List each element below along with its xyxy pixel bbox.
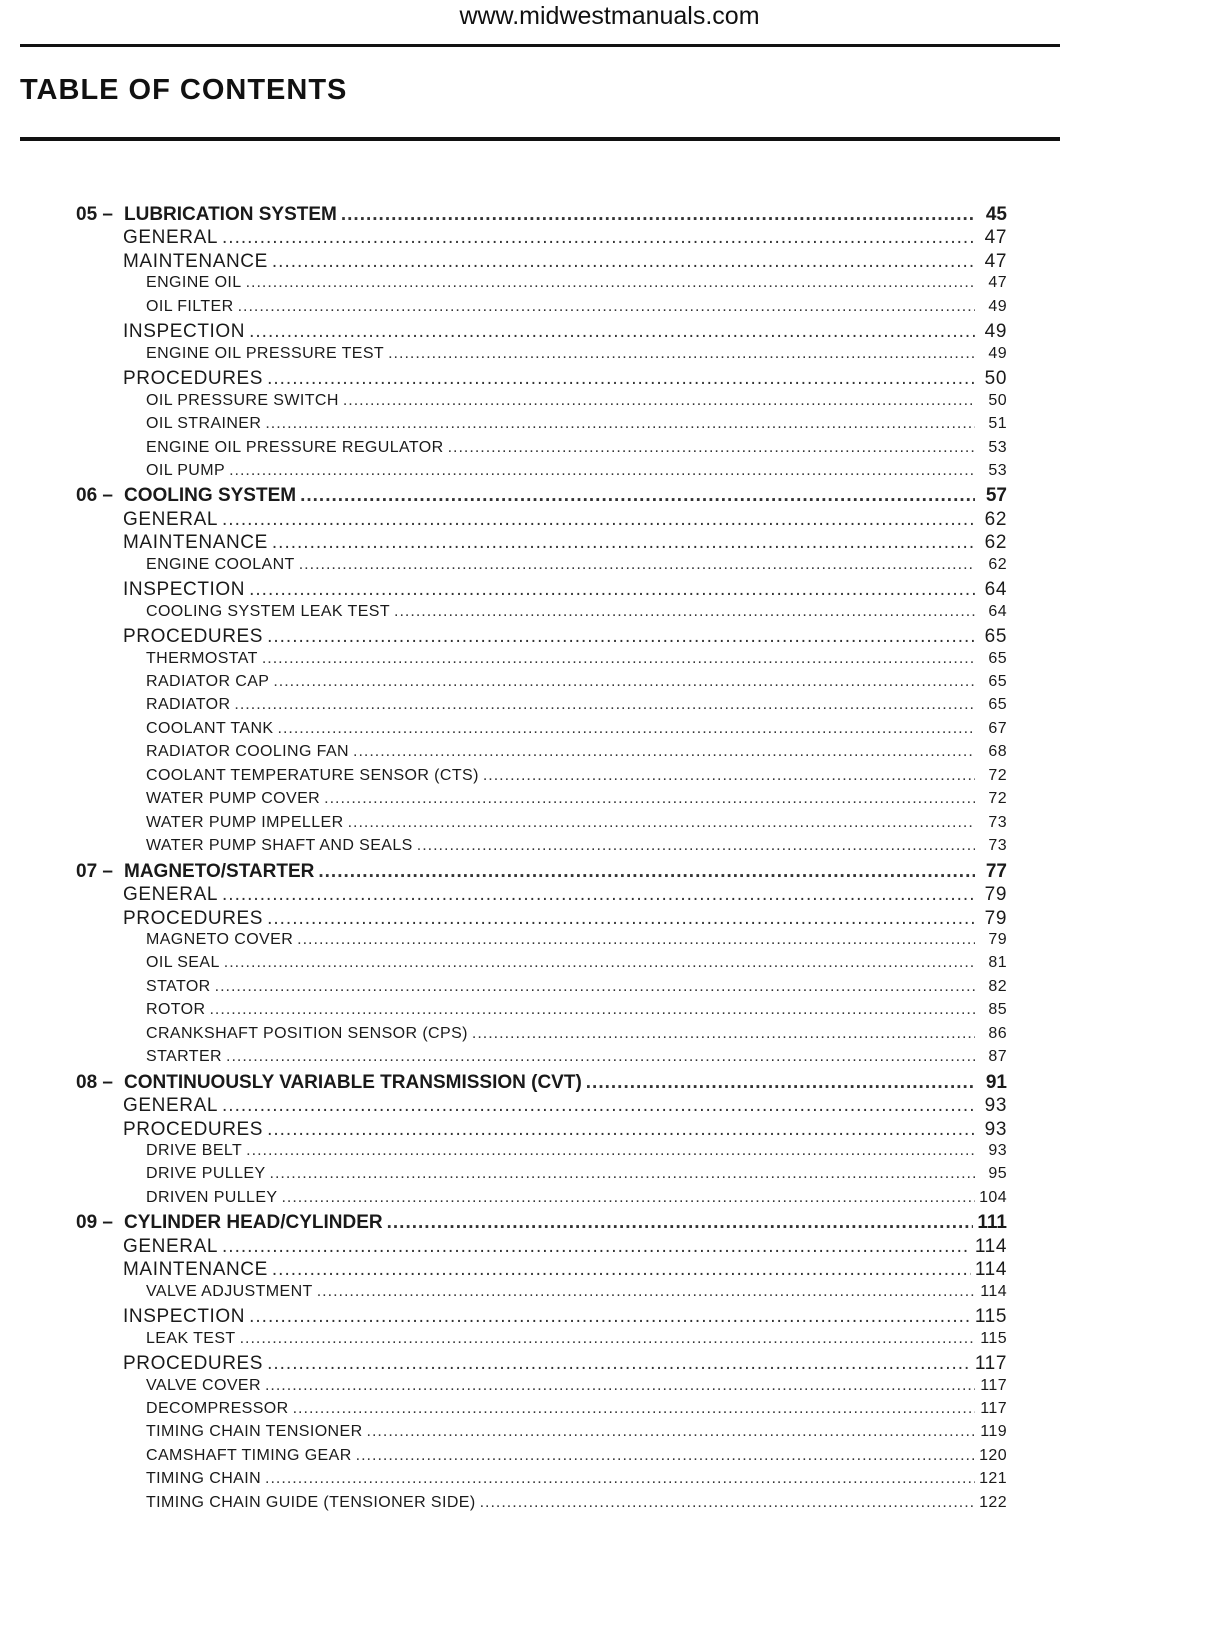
dot-leader — [265, 1377, 975, 1395]
dot-leader — [367, 1423, 975, 1441]
toc-entry-text: DRIVE PULLEY — [146, 1165, 266, 1183]
toc-entry-text: MAINTENANCE — [123, 532, 268, 554]
toc-entry-text: WATER PUMP SHAFT AND SEALS — [146, 837, 413, 855]
toc-subsection[interactable] — [146, 673, 1007, 691]
toc-subsection[interactable] — [146, 696, 1007, 714]
toc-entry-label — [123, 368, 263, 390]
dot-leader — [234, 696, 975, 714]
page-number: 111 — [977, 1212, 1007, 1234]
page-number: 73 — [988, 837, 1007, 855]
toc-entry-label — [146, 1025, 468, 1043]
chapter-number: 06 – — [76, 485, 113, 507]
page-number: 117 — [980, 1376, 1007, 1394]
toc-entry-text: GENERAL — [123, 227, 219, 249]
toc-entry-text: MAGNETO/STARTER — [124, 860, 315, 882]
dot-leader — [222, 227, 975, 249]
toc-entry-text: RADIATOR — [146, 696, 231, 714]
toc-entry-text: ENGINE OIL PRESSURE TEST — [146, 344, 385, 362]
dot-leader — [222, 1095, 975, 1117]
toc-entry-text: WATER PUMP IMPELLER — [146, 813, 344, 831]
page-number: 93 — [988, 1142, 1007, 1159]
page-title: TABLE OF CONTENTS — [20, 74, 348, 106]
toc-entry-text: PROCEDURES — [123, 1353, 264, 1375]
toc-entry-label — [146, 673, 269, 691]
dot-leader — [222, 1236, 971, 1258]
toc-entry-text: ENGINE OIL PRESSURE REGULATOR — [146, 438, 444, 456]
toc-entry-text: CYLINDER HEAD/CYLINDER — [124, 1212, 383, 1234]
toc-subsection[interactable] — [146, 1189, 1007, 1207]
toc-entry-text: OIL FILTER — [146, 297, 234, 315]
dot-leader — [267, 1353, 971, 1375]
toc-entry-label — [146, 790, 320, 808]
toc-entry-label — [146, 814, 344, 832]
dot-leader — [273, 673, 975, 691]
dot-leader — [267, 368, 975, 390]
toc-entry-label — [146, 650, 258, 668]
dot-leader — [272, 532, 975, 554]
page-number: 81 — [988, 954, 1007, 972]
toc-entry-text: DRIVEN PULLEY — [146, 1188, 278, 1206]
page-number: 45 — [985, 204, 1007, 225]
dot-leader — [586, 1072, 975, 1094]
toc-entry-text: CRANKSHAFT POSITION SENSOR (CPS) — [146, 1024, 468, 1042]
toc-entry-label — [146, 392, 339, 410]
dot-leader — [353, 743, 975, 761]
toc-entry-text: GENERAL — [123, 884, 219, 906]
toc-entry-text: PROCEDURES — [123, 626, 264, 648]
dot-leader — [272, 1259, 971, 1281]
toc-subsection[interactable] — [146, 1377, 1007, 1395]
toc-entry-label — [146, 837, 413, 855]
site-url: www.midwestmanuals.com — [459, 2, 760, 30]
toc-entry-label — [123, 509, 218, 531]
toc-entry-label — [123, 1236, 218, 1258]
toc-subsection[interactable] — [146, 439, 1007, 457]
page-number: 117 — [980, 1399, 1007, 1417]
toc-entry-label — [146, 1423, 363, 1441]
dot-leader — [265, 1470, 975, 1488]
toc-entry-label — [123, 626, 263, 648]
toc-entry-text: WATER PUMP COVER — [146, 790, 321, 808]
toc-entry-label — [146, 1447, 352, 1465]
dot-leader — [448, 439, 975, 457]
toc-subsection[interactable] — [146, 1447, 1007, 1465]
dot-leader — [317, 1283, 975, 1301]
toc-entry-label — [123, 1259, 268, 1281]
toc-entry-label — [146, 1189, 277, 1207]
toc-entry-label — [146, 931, 293, 949]
toc-entry-label — [123, 1306, 245, 1328]
dot-leader — [209, 1001, 975, 1019]
toc-entry-text: COOLANT TEMPERATURE SENSOR (CTS) — [146, 766, 479, 784]
page-number: 64 — [984, 579, 1007, 601]
toc-entry-text: MAINTENANCE — [123, 250, 268, 272]
page-number: 85 — [988, 1001, 1007, 1019]
page-number: 114 — [974, 1235, 1007, 1257]
toc-entry-label — [123, 579, 245, 601]
toc-entry-label — [123, 1095, 218, 1117]
toc-subsection[interactable] — [146, 1165, 1007, 1183]
dot-leader — [215, 978, 975, 996]
toc-entry-text: OIL SEAL — [146, 954, 220, 972]
toc-subsection[interactable] — [146, 790, 1007, 808]
toc-entry-label — [146, 1494, 476, 1512]
toc-entry-text: TIMING CHAIN TENSIONER — [146, 1423, 363, 1441]
toc-chapter[interactable] — [76, 861, 1007, 883]
page-number: 62 — [984, 508, 1007, 530]
toc-entry-text: ENGINE COOLANT — [146, 555, 295, 573]
top-divider — [20, 44, 1060, 47]
toc-section[interactable] — [123, 884, 1007, 906]
toc-subsection[interactable] — [146, 1330, 1007, 1348]
toc-entry-text: RADIATOR CAP — [146, 673, 270, 690]
toc-section[interactable] — [123, 1236, 1007, 1258]
dot-leader — [281, 1189, 975, 1207]
toc-subsection[interactable] — [146, 1048, 1007, 1066]
toc-entry-text: INSPECTION — [123, 579, 246, 601]
dot-leader — [249, 579, 975, 601]
toc-subsection[interactable] — [146, 650, 1007, 668]
toc-section[interactable] — [123, 251, 1007, 273]
page-number: 122 — [979, 1493, 1007, 1511]
toc-entry-text: LUBRICATION SYSTEM — [124, 204, 337, 225]
dot-leader — [249, 321, 975, 343]
dot-leader — [265, 415, 975, 433]
toc-entry-text: PROCEDURES — [123, 907, 264, 929]
dot-leader — [224, 954, 975, 972]
toc-subsection[interactable] — [146, 392, 1007, 410]
toc-section[interactable] — [123, 1095, 1007, 1117]
toc-entry-label — [146, 1377, 261, 1395]
chapter-number: 08 – — [76, 1071, 113, 1093]
toc-section[interactable] — [123, 1353, 1007, 1375]
page-number: 65 — [988, 696, 1007, 714]
toc-entry-label — [76, 204, 337, 226]
toc-entry-text: ROTOR — [146, 1001, 206, 1019]
toc-section[interactable] — [123, 908, 1007, 930]
toc-entry-text: RADIATOR COOLING FAN — [146, 743, 349, 761]
dot-leader — [417, 837, 975, 855]
toc-entry-label — [146, 1470, 261, 1488]
page-number: 53 — [988, 438, 1007, 456]
toc-subsection[interactable] — [146, 1470, 1007, 1488]
toc-entry-label — [146, 696, 230, 714]
toc-entry-label — [146, 978, 211, 996]
page-number: 50 — [984, 368, 1007, 390]
toc-subsection[interactable] — [146, 1142, 1007, 1160]
toc-entry-label — [76, 1212, 383, 1234]
page-number: 82 — [988, 977, 1007, 995]
dot-leader — [267, 626, 975, 648]
page-number: 49 — [988, 344, 1007, 362]
toc-entry-label — [146, 1142, 242, 1160]
toc-subsection[interactable] — [146, 837, 1007, 855]
page-number: 117 — [974, 1353, 1007, 1375]
toc-subsection[interactable] — [146, 931, 1007, 949]
dot-leader — [238, 298, 975, 316]
toc-entry-label — [123, 908, 263, 930]
toc-entry-text: CONTINUOUSLY VARIABLE TRANSMISSION (CVT) — [124, 1071, 582, 1093]
page-number: 67 — [988, 719, 1007, 737]
dot-leader — [343, 392, 975, 410]
dot-leader — [483, 767, 975, 785]
dot-leader — [324, 790, 975, 808]
page-number: 115 — [974, 1306, 1007, 1328]
dot-leader — [267, 908, 975, 930]
toc-entry-text: COOLING SYSTEM — [124, 485, 297, 507]
page-number: 50 — [988, 391, 1007, 409]
toc-entry-label — [123, 227, 218, 249]
toc-chapter[interactable] — [76, 485, 1007, 507]
toc-subsection[interactable] — [146, 1283, 1007, 1301]
toc-entry-text: ENGINE OIL — [146, 274, 242, 292]
page-number: 120 — [979, 1446, 1007, 1464]
toc-entry-text: INSPECTION — [123, 1306, 246, 1328]
toc-subsection[interactable] — [146, 603, 1007, 621]
toc-entry-text: STARTER — [146, 1048, 222, 1066]
toc-entry-label — [146, 1001, 205, 1019]
dot-leader — [297, 931, 975, 949]
toc-entry-label — [146, 720, 274, 738]
toc-entry-text: PROCEDURES — [123, 1118, 264, 1140]
toc-section[interactable] — [123, 1119, 1007, 1141]
toc-entry-label — [123, 532, 268, 554]
toc-subsection[interactable] — [146, 1400, 1007, 1418]
page-number: 64 — [988, 602, 1007, 620]
dot-leader — [270, 1165, 975, 1183]
toc-entry-text: CAMSHAFT TIMING GEAR — [146, 1446, 352, 1464]
toc-entry-text: VALVE ADJUSTMENT — [146, 1282, 313, 1300]
dot-leader — [246, 1142, 975, 1160]
dot-leader — [226, 1048, 975, 1066]
page-number: 65 — [988, 673, 1007, 690]
dot-leader — [249, 1306, 971, 1328]
toc-section[interactable] — [123, 227, 1007, 249]
toc-entry-text: LEAK TEST — [146, 1329, 236, 1347]
toc-entry-label — [146, 274, 242, 292]
toc-subsection[interactable] — [146, 345, 1007, 363]
toc-entry-label — [146, 462, 225, 480]
page-number: 62 — [984, 532, 1007, 554]
toc-entry-text: DECOMPRESSOR — [146, 1399, 289, 1417]
dot-leader — [246, 274, 975, 292]
dot-leader — [356, 1447, 975, 1465]
dot-leader — [222, 884, 975, 906]
toc-entry-text: INSPECTION — [123, 321, 246, 343]
toc-entry-text: STATOR — [146, 977, 211, 995]
page-number: 93 — [984, 1118, 1007, 1140]
toc-entry-text: COOLANT TANK — [146, 719, 274, 737]
page-number: 121 — [979, 1470, 1007, 1488]
toc-entry-label — [76, 1072, 582, 1094]
toc-entry-text: OIL PUMP — [146, 461, 226, 479]
toc-entry-text: GENERAL — [123, 508, 219, 530]
title-divider — [20, 137, 1060, 141]
dot-leader — [341, 204, 975, 226]
page-number: 65 — [984, 626, 1007, 648]
toc-subsection[interactable] — [146, 954, 1007, 972]
dot-leader — [293, 1400, 975, 1418]
toc-entry-label — [146, 767, 479, 785]
page-number: 93 — [984, 1095, 1007, 1117]
dot-leader — [262, 650, 975, 668]
toc-section[interactable] — [123, 368, 1007, 390]
page-number: 87 — [988, 1048, 1007, 1066]
dot-leader — [229, 462, 975, 480]
toc-entry-label — [123, 884, 218, 906]
toc-section[interactable] — [123, 532, 1007, 554]
chapter-number: 07 – — [76, 860, 113, 882]
page-number: 79 — [984, 884, 1007, 906]
page-number: 53 — [988, 461, 1007, 479]
toc-entry-text: OIL STRAINER — [146, 415, 262, 433]
chapter-number: 05 – — [76, 204, 113, 225]
toc-entry-text: GENERAL — [123, 1095, 219, 1117]
dot-leader — [472, 1025, 975, 1043]
toc-subsection[interactable] — [146, 743, 1007, 761]
toc-entry-text: COOLING SYSTEM LEAK TEST — [146, 602, 391, 620]
toc-chapter[interactable] — [76, 1212, 1007, 1234]
toc-section[interactable] — [123, 626, 1007, 648]
page-number: 86 — [988, 1024, 1007, 1042]
page-number: 79 — [984, 907, 1007, 929]
toc-subsection[interactable] — [146, 556, 1007, 574]
page-number: 73 — [988, 813, 1007, 831]
page-number: 79 — [988, 930, 1007, 948]
dot-leader — [299, 556, 975, 574]
toc-entry-label — [146, 1400, 289, 1418]
toc-subsection[interactable] — [146, 1423, 1007, 1441]
dot-leader — [300, 485, 975, 507]
page-number: 68 — [988, 743, 1007, 761]
dot-leader — [394, 603, 975, 621]
page-number: 47 — [988, 274, 1007, 292]
dot-leader — [348, 814, 975, 832]
page-number: 51 — [988, 415, 1007, 433]
toc-subsection[interactable] — [146, 720, 1007, 738]
page-number: 57 — [985, 485, 1007, 507]
page-number: 95 — [988, 1165, 1007, 1183]
page-number: 72 — [988, 790, 1007, 808]
toc-subsection[interactable] — [146, 767, 1007, 785]
toc-subsection[interactable] — [146, 1025, 1007, 1043]
dot-leader — [278, 720, 976, 738]
toc-chapter[interactable] — [76, 204, 1007, 226]
toc-entry-text: OIL PRESSURE SWITCH — [146, 391, 339, 409]
toc-subsection[interactable] — [146, 978, 1007, 996]
toc-entry-label — [146, 556, 295, 574]
dot-leader — [387, 1212, 974, 1234]
dot-leader — [222, 509, 975, 531]
toc-entry-text: TIMING CHAIN — [146, 1470, 262, 1488]
page-number: 104 — [979, 1188, 1007, 1206]
page-number: 114 — [980, 1282, 1007, 1300]
page-number: 47 — [984, 250, 1007, 272]
toc-entry-label — [146, 345, 384, 363]
toc-subsection[interactable] — [146, 274, 1007, 292]
page-number: 49 — [988, 297, 1007, 315]
toc-entry-label — [146, 603, 390, 621]
toc-entry-label — [123, 321, 245, 343]
toc-section[interactable] — [123, 579, 1007, 601]
toc-entry-text: TIMING CHAIN GUIDE (TENSIONER SIDE) — [146, 1493, 476, 1511]
toc-subsection[interactable] — [146, 462, 1007, 480]
page-number: 65 — [988, 649, 1007, 667]
page-number: 72 — [988, 766, 1007, 784]
toc-entry-label — [146, 439, 444, 457]
toc-entry-label — [146, 1048, 222, 1066]
toc-entry-label — [76, 485, 296, 507]
toc-entry-label — [146, 1330, 236, 1348]
toc-entry-label — [146, 954, 220, 972]
page-number: 114 — [974, 1259, 1007, 1281]
toc-entry-label — [123, 1353, 263, 1375]
dot-leader — [272, 251, 975, 273]
toc-entry-label — [146, 298, 234, 316]
toc-chapter[interactable] — [76, 1072, 1007, 1094]
page-number: 91 — [985, 1071, 1007, 1093]
toc-entry-label — [123, 1119, 263, 1141]
toc-section[interactable] — [123, 509, 1007, 531]
page-number: 77 — [985, 860, 1007, 882]
chapter-number: 09 – — [76, 1212, 113, 1234]
dot-leader — [240, 1330, 975, 1348]
dot-leader — [267, 1119, 975, 1141]
dot-leader — [318, 861, 975, 883]
toc-section[interactable] — [123, 321, 1007, 343]
toc-entry-label — [146, 743, 349, 761]
toc-entry-text: DRIVE BELT — [146, 1142, 243, 1159]
toc-entry-label — [146, 1283, 313, 1301]
toc-entry-label — [146, 1165, 266, 1183]
toc-subsection[interactable] — [146, 298, 1007, 316]
toc-entry-label — [123, 251, 268, 273]
page-number: 115 — [980, 1329, 1007, 1347]
toc-entry-label — [146, 415, 261, 433]
page-number: 49 — [984, 321, 1007, 343]
dot-leader — [480, 1494, 975, 1512]
toc-entry-text: GENERAL — [123, 1235, 219, 1257]
toc-subsection[interactable] — [146, 415, 1007, 433]
page-number: 119 — [980, 1423, 1007, 1441]
toc-entry-text: MAGNETO COVER — [146, 930, 294, 948]
toc-subsection[interactable] — [146, 814, 1007, 832]
toc-entry-text: THERMOSTAT — [146, 649, 258, 667]
toc-section[interactable] — [123, 1259, 1007, 1281]
dot-leader — [388, 345, 975, 363]
toc-entry-text: PROCEDURES — [123, 368, 264, 390]
toc-entry-label — [76, 861, 314, 883]
toc-section[interactable] — [123, 1306, 1007, 1328]
toc-entry-text: VALVE COVER — [146, 1376, 261, 1394]
toc-subsection[interactable] — [146, 1001, 1007, 1019]
toc-subsection[interactable] — [146, 1494, 1007, 1512]
page-number: 47 — [984, 227, 1007, 249]
page-number: 62 — [988, 555, 1007, 573]
toc-entry-text: MAINTENANCE — [123, 1259, 268, 1281]
